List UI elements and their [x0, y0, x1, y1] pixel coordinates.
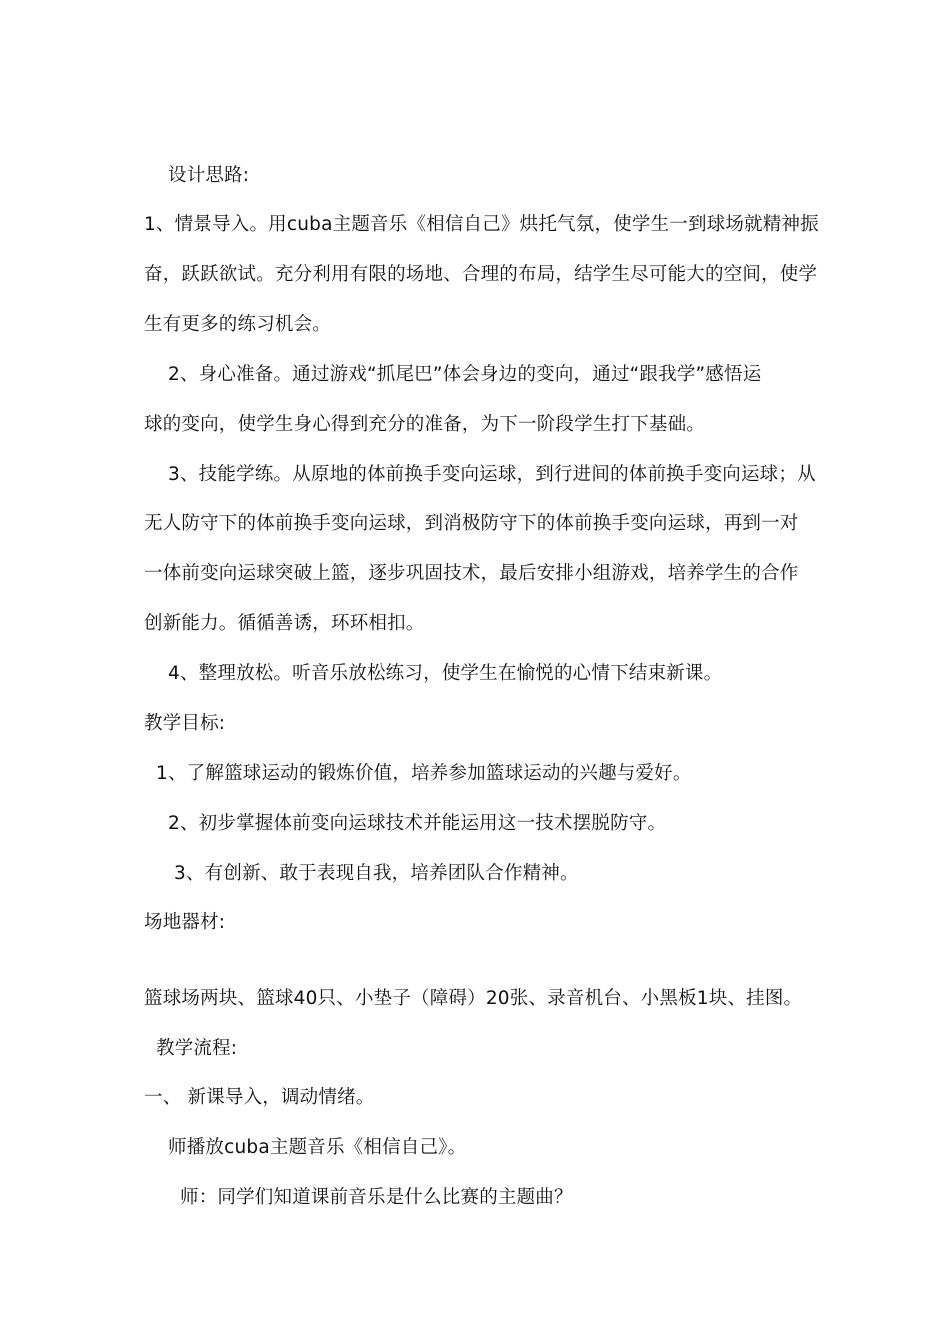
paragraph-line: 无人防守下的体前换手变向运球，到消极防守下的体前换手变向运球，再到一对 — [144, 513, 799, 534]
goal-item: 3、有创新、敢于表现自我，培养团队合作精神。 — [174, 863, 579, 884]
section-heading-design-idea: 设计思路: — [168, 165, 250, 186]
paragraph-line: 生有更多的练习机会。 — [144, 314, 332, 335]
goal-item: 1、了解篮球运动的锻炼价值，培养参加篮球运动的兴趣与爱好。 — [156, 763, 692, 784]
paragraph-line: 1、情景导入。用cuba主题音乐《相信自己》烘托气氛，使学生一到球场就精神振 — [144, 214, 819, 235]
section-heading-teaching-process: 教学流程: — [156, 1038, 238, 1059]
section-heading-equipment: 场地器材: — [144, 912, 226, 933]
paragraph-line: 师播放cuba主题音乐《相信自己》。 — [168, 1137, 467, 1158]
paragraph-line: 3、技能学练。从原地的体前换手变向运球，到行进间的体前换手变向运球；从 — [168, 464, 816, 485]
section-heading-teaching-goals: 教学目标: — [144, 713, 226, 734]
paragraph-line: 4、整理放松。听音乐放松练习，使学生在愉悦的心情下结束新课。 — [168, 663, 723, 684]
paragraph-line: 奋，跃跃欲试。充分利用有限的场地、合理的布局，结学生尽可能大的空间，使学 — [144, 264, 818, 285]
paragraph-line: 一体前变向运球突破上篮，逐步巩固技术，最后安排小组游戏，培养学生的合作 — [144, 563, 799, 584]
goal-item: 2、初步掌握体前变向运球技术并能运用这一技术摆脱防守。 — [168, 813, 667, 834]
paragraph-line: 球的变向，使学生身心得到充分的准备，为下一阶段学生打下基础。 — [144, 414, 706, 435]
equipment-list: 篮球场两块、篮球40只、小垫子（障碍）20张、录音机台、小黑板1块、挂图。 — [144, 988, 803, 1009]
paragraph-line: 创新能力。循循善诱，环环相扣。 — [144, 613, 425, 634]
process-step-heading: 一、 新课导入，调动情绪。 — [144, 1087, 375, 1108]
paragraph-line: 2、身心准备。通过游戏“抓尾巴”体会身边的变向，通过“跟我学”感悟运 — [168, 364, 762, 385]
paragraph-line: 师：同学们知道课前音乐是什么比赛的主题曲？ — [180, 1187, 573, 1208]
